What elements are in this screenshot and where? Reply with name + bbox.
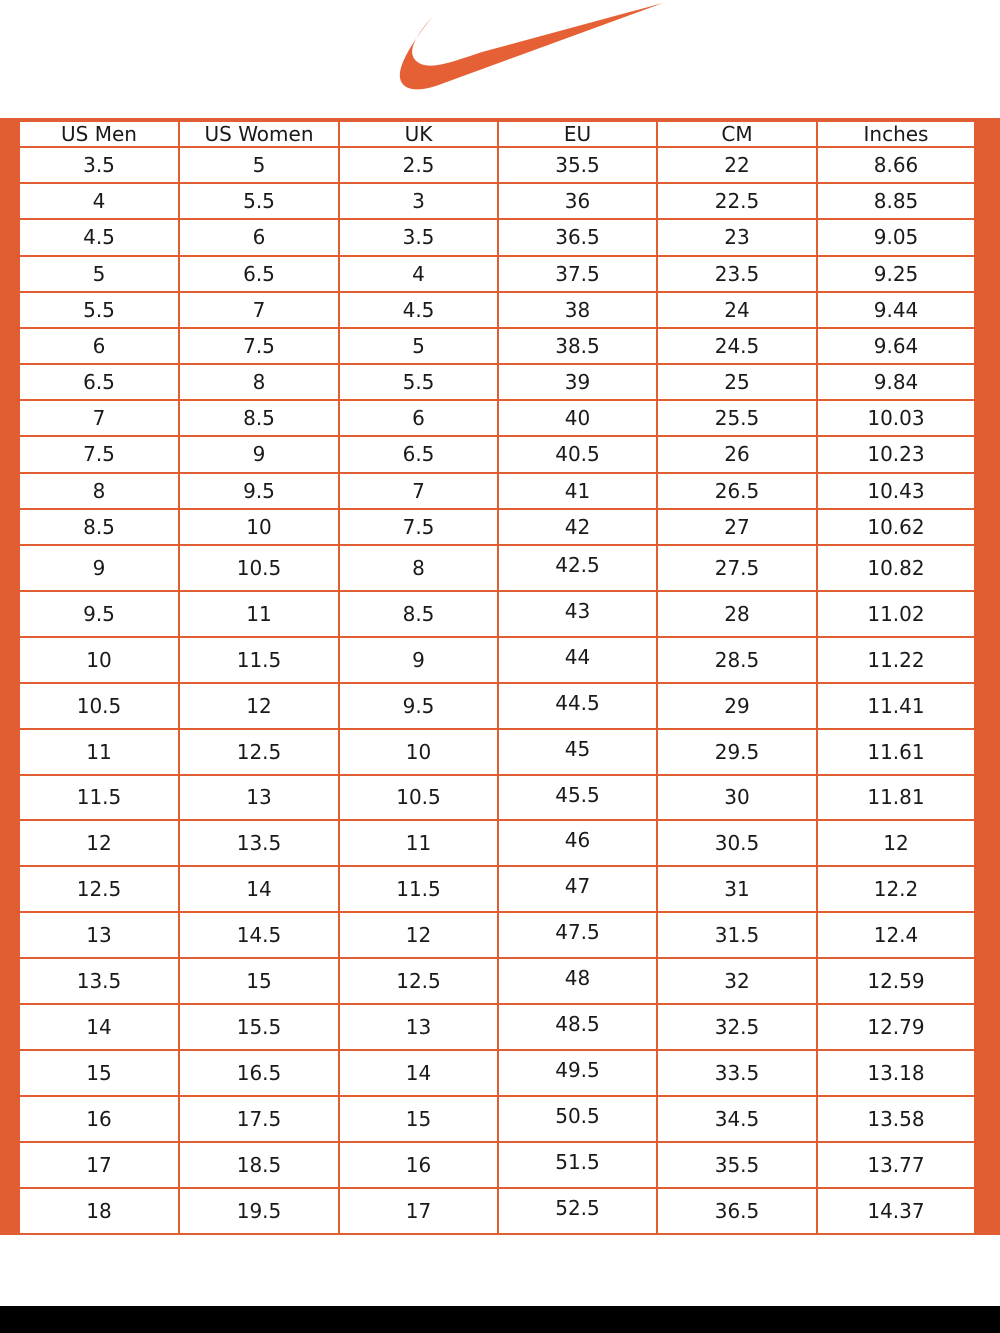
cell-us-men: 5.5: [19, 292, 179, 328]
cell-uk: 7.5: [339, 509, 498, 545]
cell-eu: 45.5: [498, 775, 657, 821]
cell-uk: 10: [339, 729, 498, 775]
cell-uk: 11.5: [339, 866, 498, 912]
cell-inches: 14.37: [817, 1188, 975, 1234]
cell-us-men: 4: [19, 183, 179, 219]
cell-us-men: 17: [19, 1142, 179, 1188]
cell-cm: 32: [657, 958, 817, 1004]
cell-eu: 40.5: [498, 436, 657, 472]
table-row: [19, 912, 975, 958]
cell-us-women: 16.5: [179, 1050, 339, 1096]
cell-cm: 32.5: [657, 1004, 817, 1050]
cell-cm: 29: [657, 683, 817, 729]
cell-inches: 11.22: [817, 637, 975, 683]
cell-us-men: 7.5: [19, 436, 179, 472]
cell-uk: 5.5: [339, 364, 498, 400]
cell-uk: 9: [339, 637, 498, 683]
table-row: [19, 364, 975, 400]
cell-us-men: 4.5: [19, 219, 179, 255]
header-cm: CM: [657, 121, 817, 147]
table-row: [19, 637, 975, 683]
cell-eu: 43: [498, 591, 657, 637]
cell-us-men: 10.5: [19, 683, 179, 729]
cell-us-women: 14.5: [179, 912, 339, 958]
cell-uk: 5: [339, 328, 498, 364]
cell-us-women: 17.5: [179, 1096, 339, 1142]
size-chart-table: [18, 120, 976, 1235]
cell-uk: 12.5: [339, 958, 498, 1004]
cell-cm: 30.5: [657, 820, 817, 866]
table-row: [19, 729, 975, 775]
cell-eu: 48.5: [498, 1004, 657, 1050]
cell-inches: 10.23: [817, 436, 975, 472]
cell-us-women: 9.5: [179, 473, 339, 509]
cell-inches: 10.43: [817, 473, 975, 509]
cell-cm: 30: [657, 775, 817, 821]
cell-eu: 44.5: [498, 683, 657, 729]
cell-us-men: 9.5: [19, 591, 179, 637]
cell-uk: 16: [339, 1142, 498, 1188]
cell-uk: 8.5: [339, 591, 498, 637]
cell-eu: 52.5: [498, 1188, 657, 1234]
cell-us-women: 10.5: [179, 545, 339, 591]
cell-us-women: 13.5: [179, 820, 339, 866]
cell-inches: 13.58: [817, 1096, 975, 1142]
cell-uk: 10.5: [339, 775, 498, 821]
cell-us-men: 9: [19, 545, 179, 591]
cell-us-men: 11.5: [19, 775, 179, 821]
cell-us-women: 5: [179, 147, 339, 183]
cell-eu: 35.5: [498, 147, 657, 183]
cell-cm: 33.5: [657, 1050, 817, 1096]
cell-cm: 35.5: [657, 1142, 817, 1188]
cell-eu: 38: [498, 292, 657, 328]
table-row: [19, 183, 975, 219]
cell-cm: 23: [657, 219, 817, 255]
cell-inches: 8.66: [817, 147, 975, 183]
cell-cm: 26: [657, 436, 817, 472]
cell-cm: 22: [657, 147, 817, 183]
cell-uk: 2.5: [339, 147, 498, 183]
page-footer: [0, 1235, 1000, 1306]
cell-us-men: 15: [19, 1050, 179, 1096]
cell-us-women: 19.5: [179, 1188, 339, 1234]
cell-us-women: 11: [179, 591, 339, 637]
cell-uk: 4: [339, 256, 498, 292]
cell-us-women: 18.5: [179, 1142, 339, 1188]
cell-us-men: 3.5: [19, 147, 179, 183]
cell-us-men: 5: [19, 256, 179, 292]
cell-us-men: 18: [19, 1188, 179, 1234]
cell-eu: 49.5: [498, 1050, 657, 1096]
cell-eu: 42.5: [498, 545, 657, 591]
cell-eu: 44: [498, 637, 657, 683]
table-row: [19, 775, 975, 821]
cell-inches: 9.84: [817, 364, 975, 400]
cell-inches: 9.64: [817, 328, 975, 364]
cell-us-women: 6: [179, 219, 339, 255]
cell-eu: 39: [498, 364, 657, 400]
cell-uk: 14: [339, 1050, 498, 1096]
cell-us-women: 12: [179, 683, 339, 729]
header-row: [19, 121, 975, 147]
cell-us-men: 14: [19, 1004, 179, 1050]
cell-inches: 13.18: [817, 1050, 975, 1096]
cell-eu: 47.5: [498, 912, 657, 958]
table-row: [19, 473, 975, 509]
header-us-men: US Men: [19, 121, 179, 147]
cell-inches: 8.85: [817, 183, 975, 219]
cell-uk: 6.5: [339, 436, 498, 472]
cell-uk: 11: [339, 820, 498, 866]
cell-uk: 4.5: [339, 292, 498, 328]
cell-cm: 36.5: [657, 1188, 817, 1234]
table-row: [19, 509, 975, 545]
cell-cm: 28.5: [657, 637, 817, 683]
cell-inches: 12.59: [817, 958, 975, 1004]
cell-us-men: 12: [19, 820, 179, 866]
cell-us-women: 5.5: [179, 183, 339, 219]
cell-us-men: 6.5: [19, 364, 179, 400]
cell-inches: 12.79: [817, 1004, 975, 1050]
cell-uk: 8: [339, 545, 498, 591]
cell-uk: 15: [339, 1096, 498, 1142]
cell-inches: 13.77: [817, 1142, 975, 1188]
cell-inches: 12.4: [817, 912, 975, 958]
cell-uk: 3.5: [339, 219, 498, 255]
cell-eu: 47: [498, 866, 657, 912]
cell-us-men: 6: [19, 328, 179, 364]
cell-us-men: 16: [19, 1096, 179, 1142]
logo-area: [0, 0, 1000, 118]
cell-us-women: 15.5: [179, 1004, 339, 1050]
cell-inches: 11.41: [817, 683, 975, 729]
swoosh-icon: [390, 0, 680, 100]
cell-inches: 10.82: [817, 545, 975, 591]
cell-cm: 27.5: [657, 545, 817, 591]
cell-us-women: 10: [179, 509, 339, 545]
cell-eu: 36.5: [498, 219, 657, 255]
table-row: [19, 591, 975, 637]
cell-eu: 42: [498, 509, 657, 545]
cell-us-women: 9: [179, 436, 339, 472]
table-row: [19, 147, 975, 183]
cell-uk: 7: [339, 473, 498, 509]
cell-cm: 28: [657, 591, 817, 637]
table-row: [19, 219, 975, 255]
cell-uk: 9.5: [339, 683, 498, 729]
cell-cm: 25: [657, 364, 817, 400]
header-uk: UK: [339, 121, 498, 147]
table-row: [19, 545, 975, 591]
table-row: [19, 1142, 975, 1188]
table-row: [19, 958, 975, 1004]
cell-us-men: 8.5: [19, 509, 179, 545]
cell-us-men: 11: [19, 729, 179, 775]
cell-cm: 31.5: [657, 912, 817, 958]
cell-eu: 40: [498, 400, 657, 436]
cell-eu: 46: [498, 820, 657, 866]
cell-cm: 31: [657, 866, 817, 912]
cell-cm: 22.5: [657, 183, 817, 219]
size-chart: [18, 120, 974, 1235]
table-row: [19, 256, 975, 292]
cell-cm: 29.5: [657, 729, 817, 775]
header-inches: Inches: [817, 121, 975, 147]
cell-eu: 38.5: [498, 328, 657, 364]
cell-uk: 12: [339, 912, 498, 958]
table-row: [19, 400, 975, 436]
cell-us-women: 13: [179, 775, 339, 821]
cell-cm: 23.5: [657, 256, 817, 292]
cell-inches: 12.2: [817, 866, 975, 912]
cell-us-women: 15: [179, 958, 339, 1004]
bottom-bar: [0, 1306, 1000, 1333]
cell-us-women: 11.5: [179, 637, 339, 683]
cell-uk: 17: [339, 1188, 498, 1234]
table-row: [19, 866, 975, 912]
cell-us-men: 8: [19, 473, 179, 509]
cell-inches: 9.05: [817, 219, 975, 255]
cell-cm: 24: [657, 292, 817, 328]
size-chart-body: [19, 147, 975, 1234]
table-row: [19, 1096, 975, 1142]
cell-cm: 27: [657, 509, 817, 545]
cell-us-women: 8: [179, 364, 339, 400]
cell-us-men: 10: [19, 637, 179, 683]
cell-inches: 12: [817, 820, 975, 866]
cell-us-men: 13.5: [19, 958, 179, 1004]
cell-inches: 10.03: [817, 400, 975, 436]
cell-us-men: 7: [19, 400, 179, 436]
cell-us-women: 6.5: [179, 256, 339, 292]
cell-inches: 11.81: [817, 775, 975, 821]
header-us-women: US Women: [179, 121, 339, 147]
cell-eu: 50.5: [498, 1096, 657, 1142]
cell-eu: 36: [498, 183, 657, 219]
cell-us-women: 7.5: [179, 328, 339, 364]
table-row: [19, 1050, 975, 1096]
cell-cm: 26.5: [657, 473, 817, 509]
cell-eu: 48: [498, 958, 657, 1004]
cell-us-women: 14: [179, 866, 339, 912]
cell-eu: 37.5: [498, 256, 657, 292]
cell-inches: 10.62: [817, 509, 975, 545]
cell-us-women: 12.5: [179, 729, 339, 775]
cell-cm: 24.5: [657, 328, 817, 364]
cell-us-men: 13: [19, 912, 179, 958]
header-eu: EU: [498, 121, 657, 147]
table-row: [19, 292, 975, 328]
cell-inches: 11.02: [817, 591, 975, 637]
cell-us-men: 12.5: [19, 866, 179, 912]
table-row: [19, 683, 975, 729]
table-row: [19, 1188, 975, 1234]
cell-us-women: 7: [179, 292, 339, 328]
table-row: [19, 1004, 975, 1050]
cell-eu: 41: [498, 473, 657, 509]
cell-uk: 3: [339, 183, 498, 219]
table-row: [19, 820, 975, 866]
cell-eu: 45: [498, 729, 657, 775]
table-row: [19, 436, 975, 472]
cell-us-women: 8.5: [179, 400, 339, 436]
cell-uk: 6: [339, 400, 498, 436]
cell-cm: 25.5: [657, 400, 817, 436]
cell-uk: 13: [339, 1004, 498, 1050]
cell-cm: 34.5: [657, 1096, 817, 1142]
table-row: [19, 328, 975, 364]
cell-eu: 51.5: [498, 1142, 657, 1188]
cell-inches: 9.44: [817, 292, 975, 328]
cell-inches: 9.25: [817, 256, 975, 292]
cell-inches: 11.61: [817, 729, 975, 775]
